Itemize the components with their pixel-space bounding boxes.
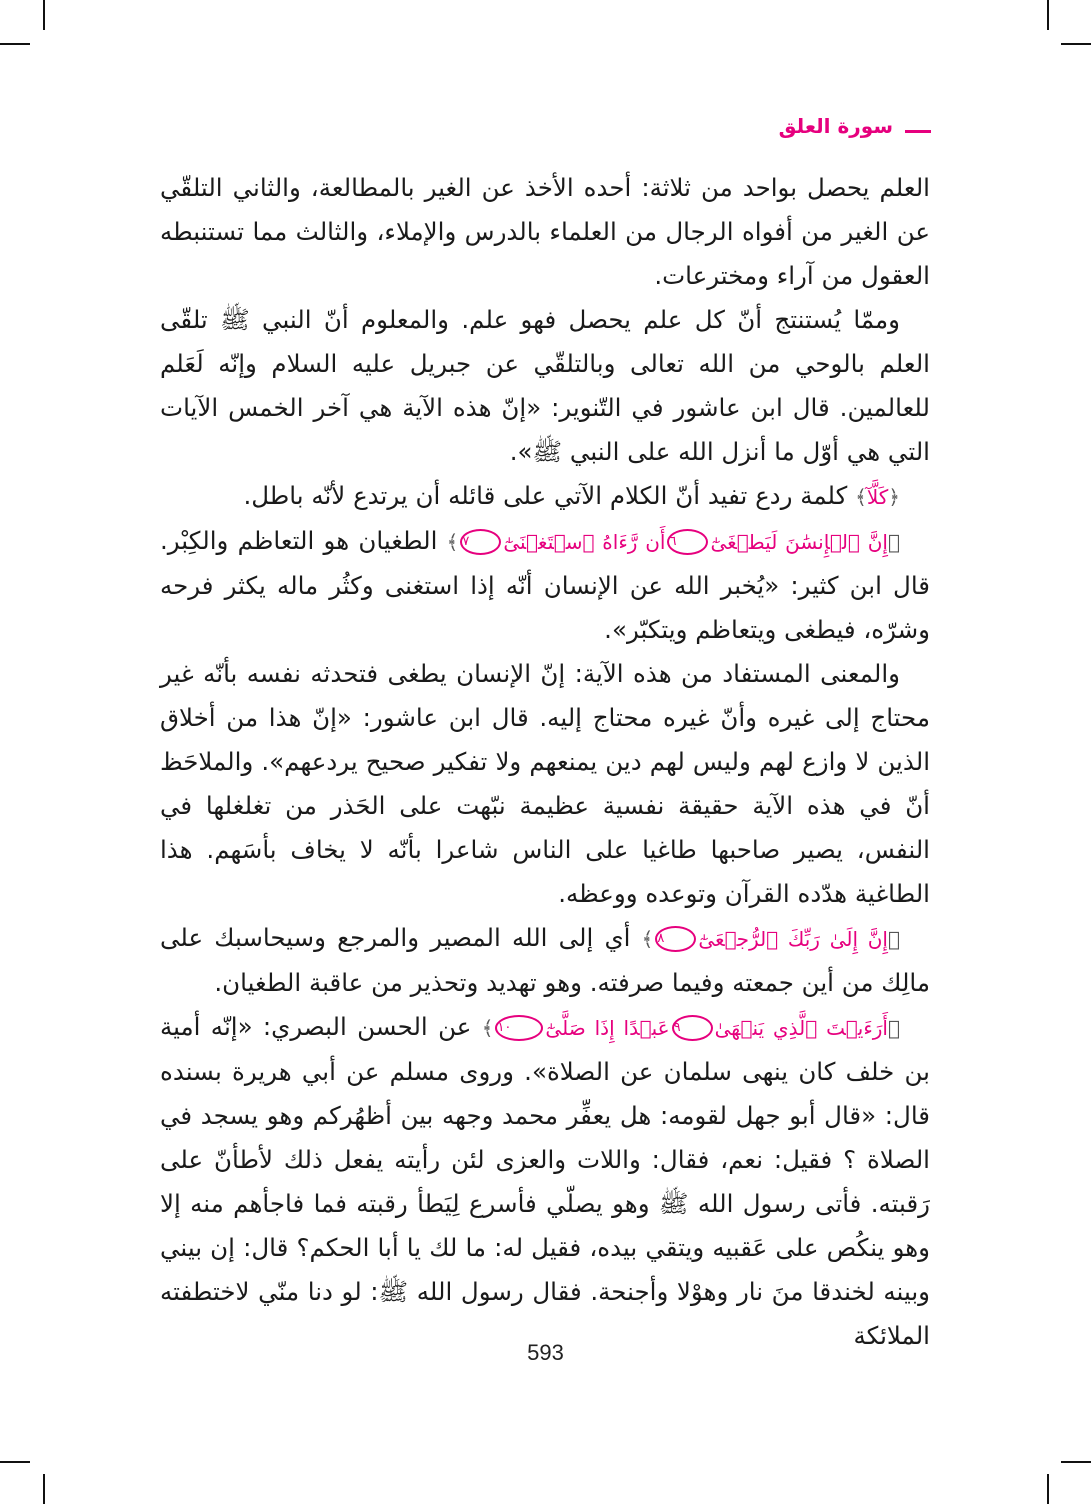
ayah-number-marker: ٦ [667,529,708,555]
crop-mark-top-right-v [1047,0,1049,30]
verse-open-bracket: ﴿ [887,530,900,554]
surah-title: سورة العلق [778,114,893,138]
crop-mark-bottom-left-h [0,1461,30,1463]
quran-verse: إِنَّ ٱلۡإِنسَٰنَ لَيَطۡغَىٰٓ [710,530,888,554]
verse-open-bracket: ﴿ [888,927,901,951]
crop-mark-bottom-right-h [1061,1461,1091,1463]
quran-verse: أَن رَّءَاهُ ٱسۡتَغۡنَىٰٓ [503,530,666,554]
ayah-number-marker: ٩ [672,1015,713,1041]
crop-mark-bottom-left-v [43,1474,45,1504]
running-header [779,114,931,138]
commentary-text: الطغيان هو التعاظم والكِبْر. قال ابن كثير: «يُخبر الله عن الإنسان أنّه إذا استغنى وكثُر ماله يكثر فرحه وشرّه، فيطغى ويتعاظم ويتكبّر». [160,526,930,644]
ayah-number-marker: ٧ [460,529,501,555]
verse-close-bracket: ﴾ [481,1016,494,1040]
crop-mark-top-left-h [0,43,30,45]
paragraph-5: والمعنى المستفاد من هذه الآية: إنّ الإنسان يطغى فتحدثه نفسه بأنّه غير محتاج إلى غيره وأنّ غيره محتاج إليه. قال ابن عاشور: «إنّ هذا من أخلاق الذين لا وازع لهم وليس لهم دين يمنعهم ولا تفكير صحيح يردعهم». والملاحَظ أنّ في هذه الآية حقيقة نفسية عظيمة نبّهت على الحَذر من تغلغلها في النفس، يصير صاحبها طاغيا على الناس شاعرا بأنّه لا يخاف بأسَهم. هذا الطاغية هدّده القرآن وتوعده ووعظه. [160,659,930,908]
paragraph-3 [160,474,930,519]
verse-close-bracket: ﴾ [855,485,867,509]
verse-close-bracket: ﴾ [641,927,654,951]
paragraph-7 [160,1005,930,1358]
crop-mark-bottom-right-v [1047,1474,1049,1504]
ayah-number-marker: ٨ [655,926,696,952]
paragraph-6 [160,916,930,1005]
verse-close-bracket: ﴾ [446,530,459,554]
quran-verse: عَبۡدًا إِذَا صَلَّىٰٓ [545,1016,670,1040]
quran-verse: كَلَّآ [866,485,889,509]
paragraph-2: وممّا يُستنتج أنّ كل علم يحصل فهو علم. والمعلوم أنّ النبي ﷺ تلقّى العلم بالوحي من الله تعالى وبالتلقّي عن جبريل عليه السلام وإنّه لَعَلم للعالمين. قال ابن عاشور في التّنوير: «إنّ هذه الآية هي آخر الخمس الآيات التي هي أوّل ما أنزل الله على النبي ﷺ». [160,305,930,466]
crop-mark-top-right-h [1061,43,1091,45]
crop-mark-top-left-v [43,0,45,30]
verse-open-bracket: ﴿ [888,485,900,509]
quran-verse: إِنَّ إِلَىٰ رَبِّكَ ٱلرُّجۡعَىٰٓ [698,927,888,951]
page-body [160,166,930,1358]
header-dash-decoration [905,130,931,133]
verse-open-bracket: ﴿ [887,1016,900,1040]
commentary-text: كلمة ردع تفيد أنّ الكلام الآتي على قائله أن يرتدع لأنّه باطل. [243,481,848,510]
page-number: 593 [527,1340,564,1365]
ayah-number-marker: ١٠ [495,1015,543,1041]
quran-verse: أَرَءَيۡتَ ٱلَّذِي يَنۡهَىٰ [714,1016,888,1040]
paragraph-1: العلم يحصل بواحد من ثلاثة: أحده الأخذ عن الغير بالمطالعة، والثاني التلقّي عن الغير من أفواه الرجال من العلماء بالدرس والإملاء، والثالث مما تستنبطه العقول من آراء ومخترعات. [160,173,930,290]
paragraph-4 [160,519,930,652]
commentary-text: أي إلى الله المصير والمرجع وسيحاسبك على مالِك من أين جمعته وفيما صرفته. وهو تهديد وتحذير من عاقبة الطغيان. [160,923,930,997]
commentary-text: عن الحسن البصري: «إنّه أمية بن خلف كان ينهى سلمان عن الصلاة». وروى مسلم عن أبي هريرة بسنده قال: «قال أبو جهل لقومه: هل يعفِّر محمد وجهه بين أظهُركم وهو يسجد في الصلاة ؟ فقيل: نعم، فقال: واللات والعزى لئن رأيته يفعل ذلك لأطأنّ على رَقبته. فأتى رسول الله ﷺ وهو يصلّي فأسرع لِيَطأ رقبته فما فاجأهم منه إلا وهو ينكُص على عَقبيه ويتقي بيده، فقيل له: ما لك يا أبا الحكم؟ قال: إن بيني وبينه لخندقا منَ نار وهوْلا وأجنحة. فقال رسول الله ﷺ: لو دنا منّي لاختطفته الملائكة [160,1012,930,1350]
